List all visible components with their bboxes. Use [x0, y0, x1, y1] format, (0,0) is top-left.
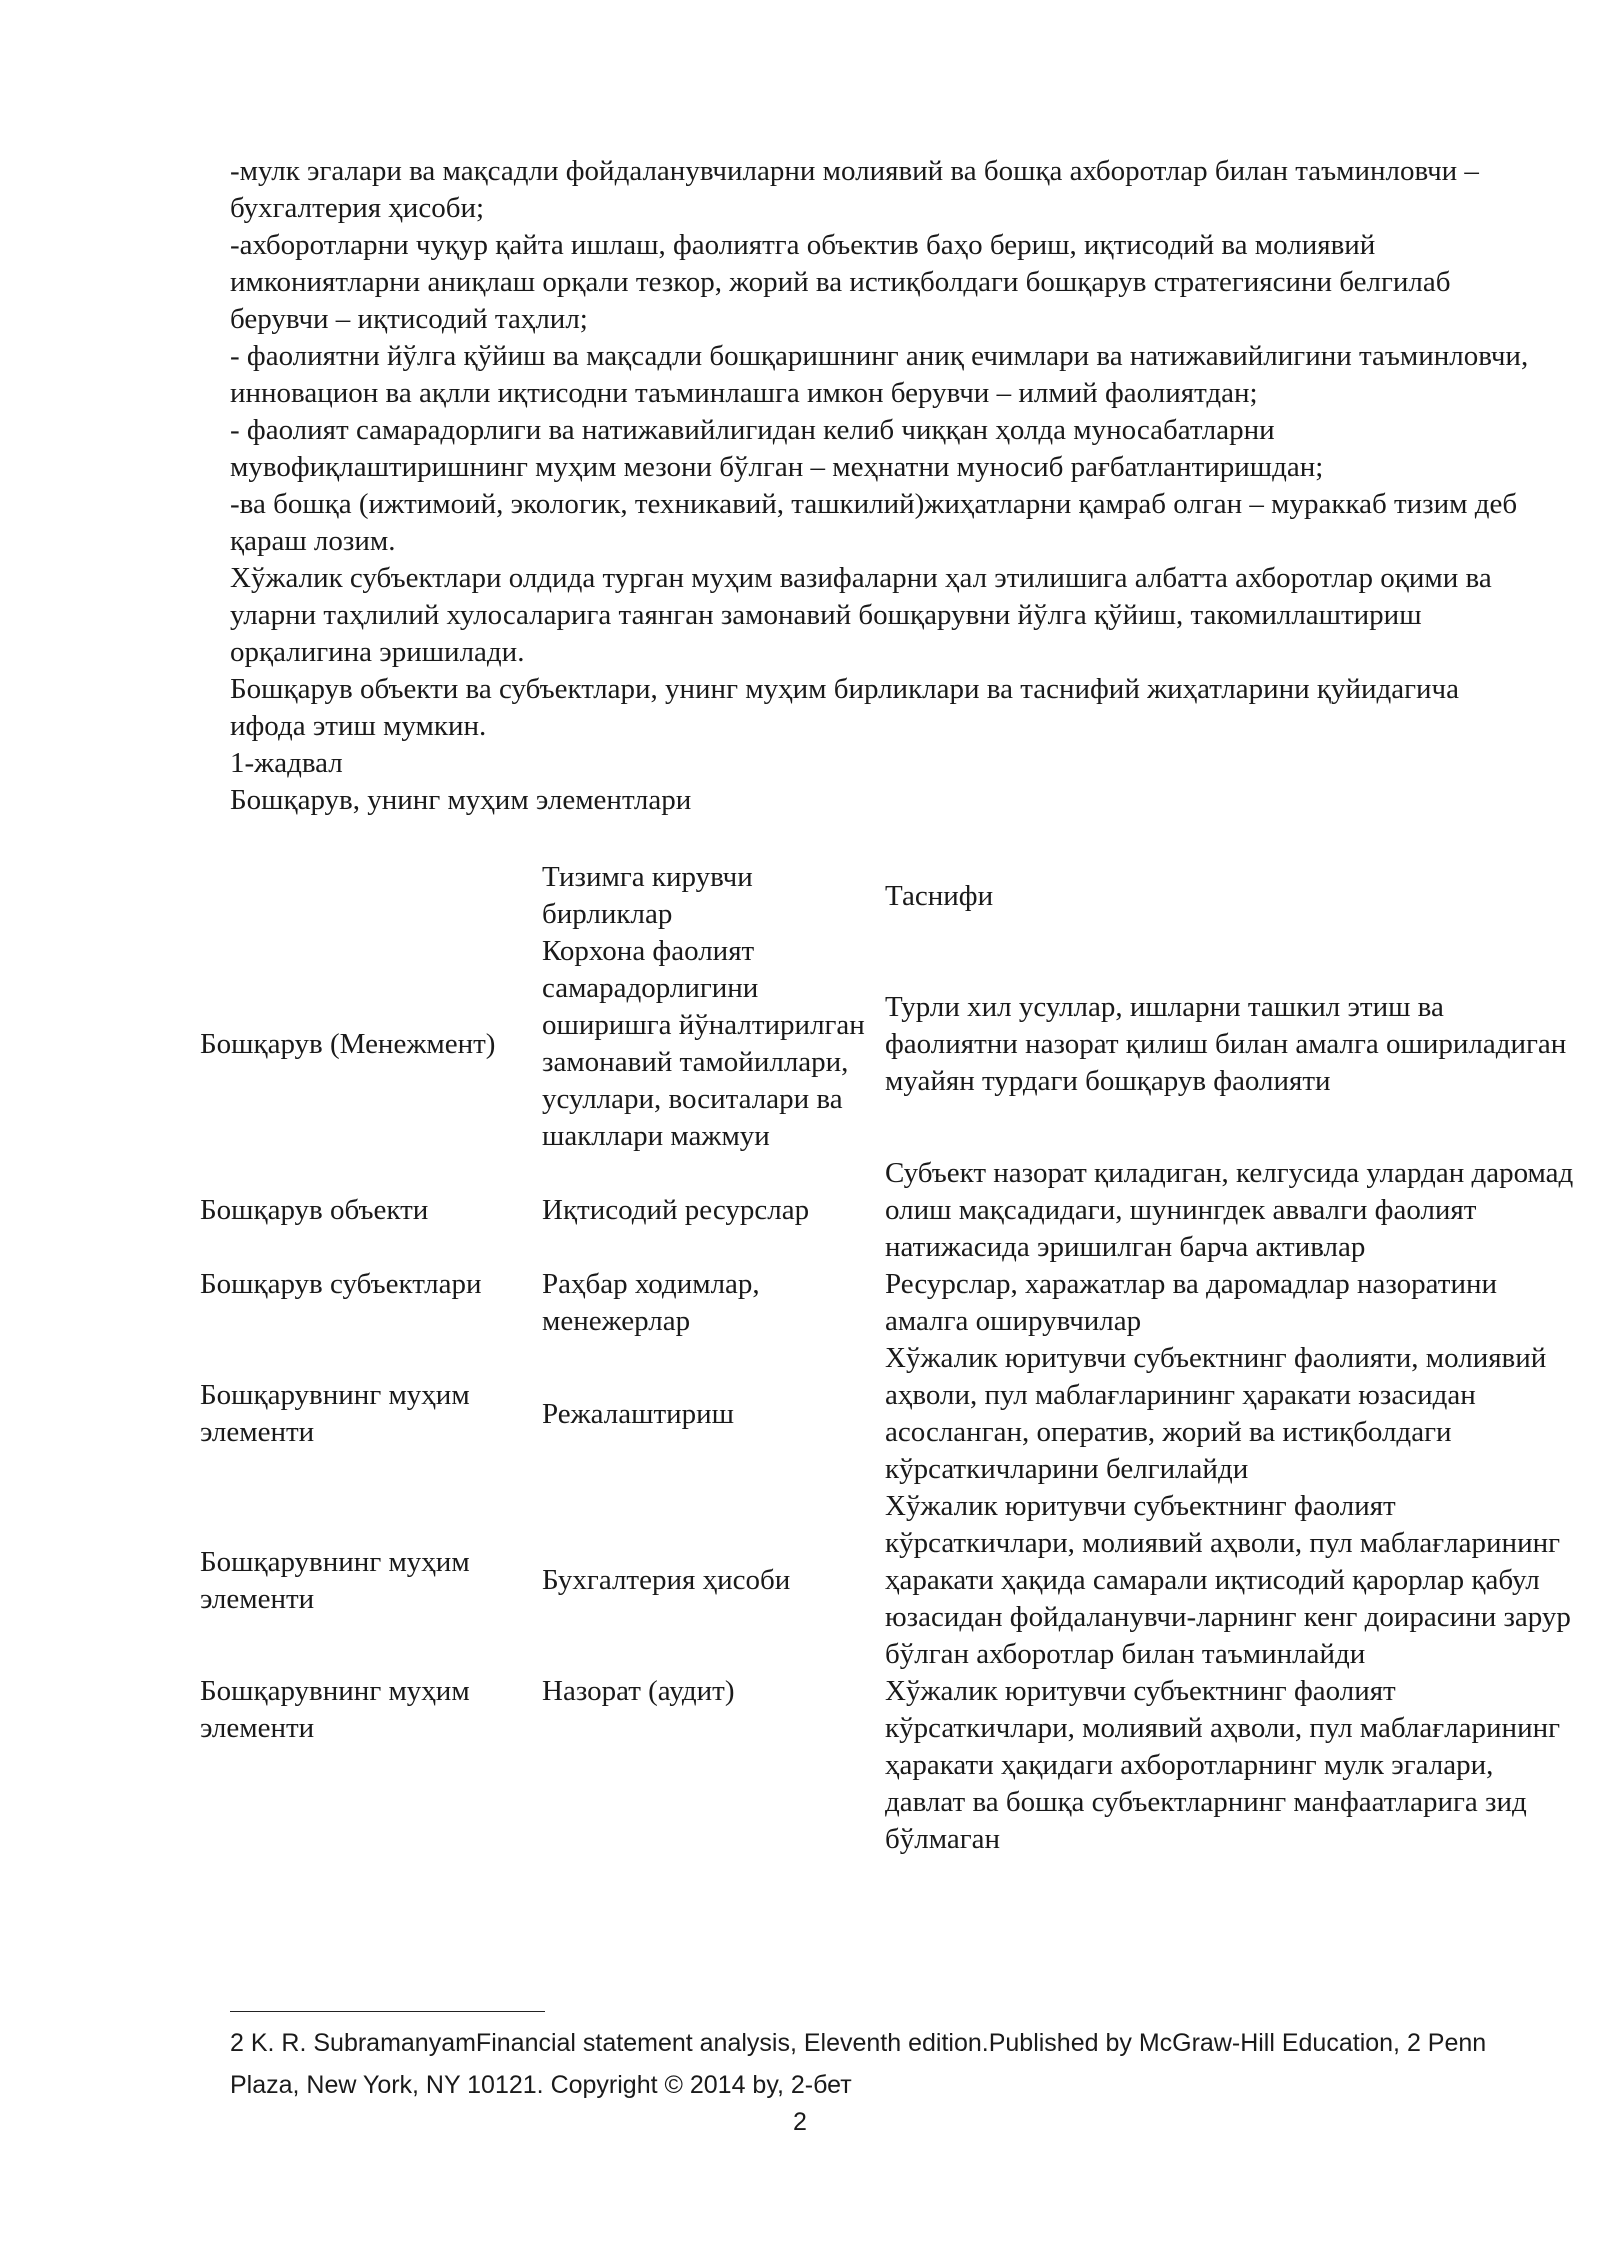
row-units: Корхона фаолият самарадорлигини оширишга йўналтирилган замонавий тамойиллари, усуллари, воситалари ва шакллари мажмуи — [542, 935, 865, 1152]
header-cell-units: Тизимга кирувчи бирликлар — [542, 861, 753, 930]
row-classification: Субъект назорат қиладиган, келгусида улардан даромад олиш мақсадидаги, шунингдек аввалги фаолият натижасида эришилган барча активлар — [885, 1157, 1574, 1263]
paragraph-complex-system: -ва бошқа (ижтимоий, экологик, техникавий, ташкилий)жиҳатларни қамраб олган – мураккаб тизим деб қараш лозим. — [230, 488, 1518, 557]
table-row — [200, 1673, 1580, 1858]
paragraph-business-entities: Хўжалик субъектлари олдида турган муҳим вазифаларни ҳал этилишига албатта ахборотлар оқими ва уларни таҳлилий хулосаларига таянган замонавий бошқарувни йўлга қўйиш, такомиллаштириш орқалигина эришилади. — [230, 562, 1492, 668]
row-units: Назорат (аудит) — [542, 1675, 735, 1707]
header-cell-empty — [200, 859, 542, 933]
row-units: Бухгалтерия ҳисоби — [542, 1564, 791, 1596]
table-row — [200, 1340, 1580, 1488]
row-category: Бошқарув (Менежмент) — [200, 1027, 496, 1060]
header-cell-classification: Таснифи — [885, 879, 994, 912]
row-classification: Хўжалик юритувчи субъектнинг фаолият кўрсаткичлари, молиявий аҳволи, пул маблағларининг ҳаракати ҳақидаги ахборотларнинг мулк эгалари, давлат ва бошқа субъектларнинг манфаатларига зид бўлмаган — [885, 1675, 1561, 1855]
table-row — [200, 1155, 1580, 1266]
footnote-separator — [230, 2011, 545, 2012]
row-units: Режалаштириш — [542, 1397, 734, 1430]
table-row — [200, 1488, 1580, 1673]
table-row — [200, 933, 1580, 1155]
row-category: Бошқарув субъектлари — [200, 1268, 482, 1300]
row-category: Бошқарувнинг муҳим элементи — [200, 1545, 470, 1615]
paragraph-scientific-activity: - фаолиятни йўлга қўйиш ва мақсадли бошқаришнинг аниқ ечимлари ва натижавийлигини таъминловчи, инновацион ва ақлли иқтисодни таъминлашга имкон берувчи – илмий фаолиятдан; — [230, 340, 1529, 409]
row-units: Иқтисодий ресурслар — [542, 1194, 810, 1226]
row-classification: Хўжалик юритувчи субъектнинг фаолияти, молиявий аҳволи, пул маблағларининг ҳаракати юзасидан асосланган, оператив, жорий ва истиқболдаги кўрсаткичларини белгилайди — [885, 1342, 1547, 1485]
row-category: Бошқарувнинг муҳим элементи — [200, 1379, 470, 1448]
page-number: 2 — [793, 2108, 807, 2136]
row-category: Бошқарув объекти — [200, 1194, 429, 1226]
row-classification: Хўжалик юритувчи субъектнинг фаолият кўрсаткичлари, молиявий аҳволи, пул маблағларининг ҳаракати ҳақида самарали иқтисодий қарорлар қабул юзасидан фойдаланувчи-ларнинг кенг доирасини зарур бўлган ахборотлар билан таъминлайди — [885, 1490, 1571, 1670]
paragraph-labor-incentives: - фаолият самарадорлиги ва натижавийлигидан келиб чиққан ҳолда муносабатларни мувофиқлаштиришнинг муҳим мезони бўлган – меҳнатни муносиб рағбатлантиришдан; — [230, 414, 1324, 483]
table-title: Бошқарув, унинг муҳим элементлари — [230, 784, 692, 816]
management-elements-table — [200, 859, 1580, 1858]
table-number: 1-жадвал — [230, 747, 343, 779]
body-text — [230, 153, 1530, 819]
row-category: Бошқарувнинг муҳим элементи — [200, 1675, 470, 1744]
footnote: 2 K. R. SubramanyamFinancial statement analysis, Eleventh edition.Published by McGraw-Hill Education, 2 Penn Plaza, New York, NY 10121. Copyright © 2014 by, 2-бет — [230, 2029, 1487, 2099]
paragraph-economic-analysis: -ахборотларни чуқур қайта ишлаш, фаолиятга объектив баҳо бериш, иқтисодий ва молиявий имкониятларни аниқлаш орқали тезкор, жорий ва истиқболдаги бошқарув стратегиясини белгилаб берувчи – иқтисодий таҳлил; — [230, 229, 1451, 335]
table-header-row — [200, 859, 1580, 933]
paragraph-accounting: -мулк эгалари ва мақсадли фойдаланувчиларни молиявий ва бошқа ахборотлар билан таъминловчи – бухгалтерия ҳисоби; — [230, 155, 1479, 224]
row-units: Раҳбар ходимлар, менежерлар — [542, 1268, 760, 1337]
paragraph-management-objects: Бошқарув объекти ва субъектлари, унинг муҳим бирликлари ва таснифий жиҳатларини қуйидагича ифода этиш мумкин. — [230, 673, 1460, 742]
row-classification: Ресурслар, харажатлар ва даромадлар назоратини амалга оширувчилар — [885, 1268, 1498, 1337]
table-row — [200, 1266, 1580, 1340]
row-classification: Турли хил усуллар, ишларни ташкил этиш ва фаолиятни назорат қилиш билан амалга ошириладиган муайян турдаги бошқарув фаолияти — [885, 990, 1567, 1097]
